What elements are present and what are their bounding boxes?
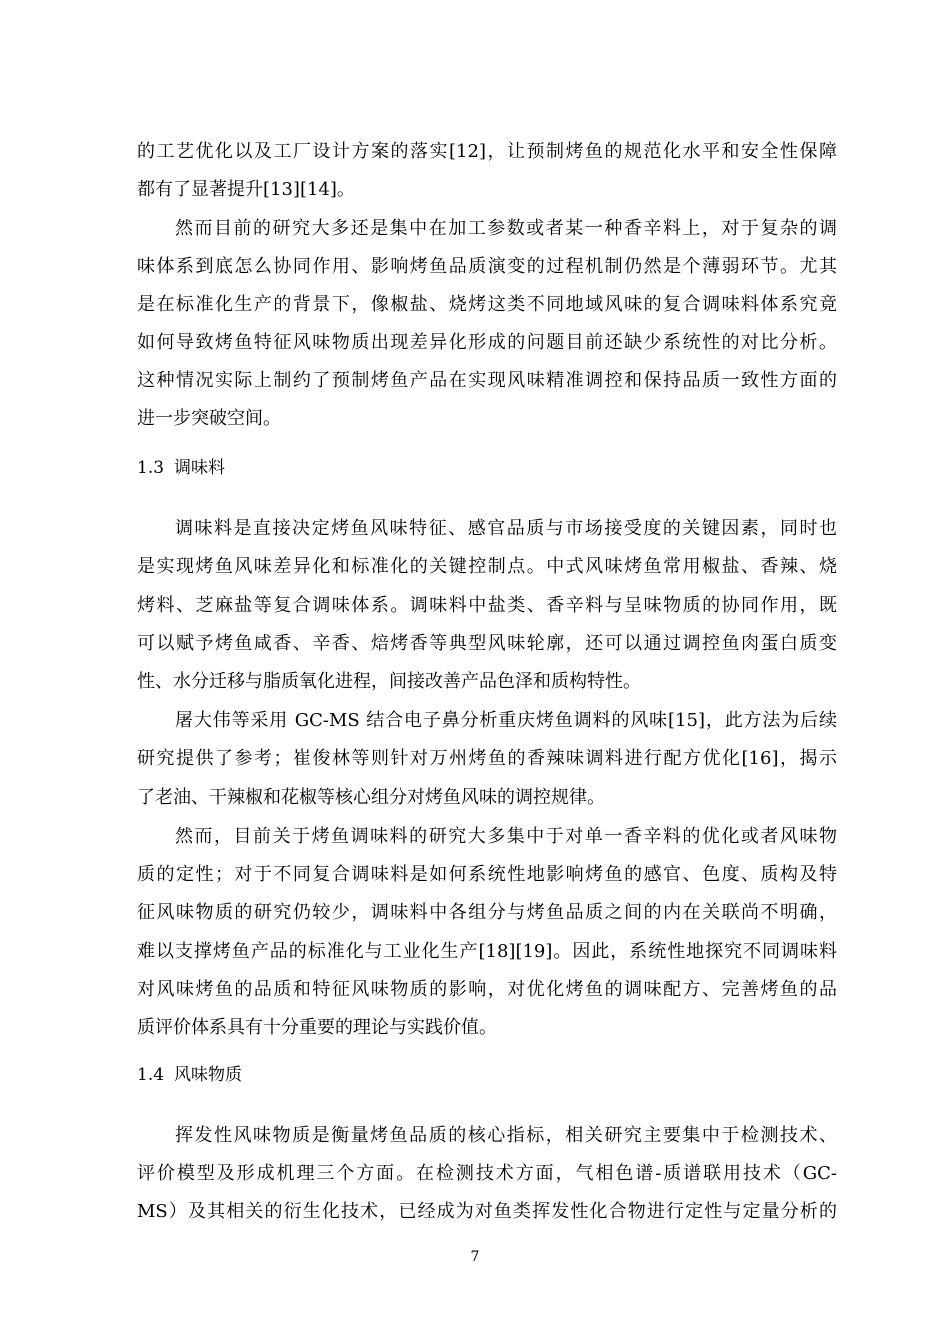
paragraph-line: 可以赋予烤鱼咸香、辛香、焙烤香等典型风味轮廓，还可以通过调控鱼肉蛋白质变 <box>137 633 837 654</box>
section-title: 调味料 <box>174 458 226 478</box>
paragraph-line: 是在标准化生产的背景下，像椒盐、烧烤这类不同地域风味的复合调味料体系究竟 <box>137 294 837 315</box>
page-number: 7 <box>470 1249 480 1265</box>
section-number: 1.3 <box>137 458 165 478</box>
section-title: 风味物质 <box>174 1065 243 1085</box>
paragraph-line: 了老油、干辣椒和花椒等核心组分对烤鱼风味的调控规律。 <box>137 787 605 808</box>
paragraph-line: 质评价体系具有十分重要的理论与实践价值。 <box>137 1017 497 1038</box>
section-heading <box>137 1064 242 1086</box>
paragraph-line: 烤料、芝麻盐等复合调味体系。调味料中盐类、香辛料与呈味物质的协同作用，既 <box>137 595 837 616</box>
paragraph-line: 评价模型及形成机理三个方面。在检测技术方面，气相色谱-质谱联用技术（GC- <box>137 1163 837 1184</box>
paragraph-line: 对风味烤鱼的品质和特征风味物质的影响，对优化烤鱼的调味配方、完善烤鱼的品 <box>137 979 837 1000</box>
paragraph-line: 如何导致烤鱼特征风味物质出现差异化形成的问题目前还缺少系统性的对比分析。 <box>137 332 837 353</box>
paragraph-line: 质的定性；对于不同复合调味料是如何系统性地影响烤鱼的感官、色度、质构及特 <box>137 864 837 885</box>
paragraph-line: 然而，目前关于烤鱼调味料的研究大多集中于对单一香辛料的优化或者风味物 <box>175 826 837 847</box>
paragraph-line: 难以支撑烤鱼产品的标准化与工业化生产[18][19]。因此，系统性地探究不同调味料 <box>137 941 837 962</box>
paragraph-line: 研究提供了参考；崔俊林等则针对万州烤鱼的香辣味调料进行配方优化[16]，揭示 <box>137 748 837 769</box>
paragraph-line: 这种情况实际上制约了预制烤鱼产品在实现风味精准调控和保持品质一致性方面的 <box>137 370 837 391</box>
paragraph-line: 味体系到底怎么协同作用、影响烤鱼品质演变的过程机制仍然是个薄弱环节。尤其 <box>137 256 837 277</box>
paragraph-line: 都有了显著提升[13][14]。 <box>137 179 355 200</box>
paragraph-line: 进一步突破空间。 <box>137 408 281 429</box>
paragraph-line: 的工艺优化以及工厂设计方案的落实[12]，让预制烤鱼的规范化水平和安全性保障 <box>137 141 837 162</box>
paragraph-line: 是实现烤鱼风味差异化和标准化的关键控制点。中式风味烤鱼常用椒盐、香辣、烧 <box>137 556 837 577</box>
section-number: 1.4 <box>137 1065 165 1085</box>
paragraph-line: 挥发性风味物质是衡量烤鱼品质的核心指标，相关研究主要集中于检测技术、 <box>175 1125 837 1146</box>
paragraph-line: 征风味物质的研究仍较少，调味料中各组分与烤鱼品质之间的内在关联尚不明确， <box>137 902 837 923</box>
section-heading <box>137 457 225 479</box>
paragraph-line: 性、水分迁移与脂质氧化进程，间接改善产品色泽和质构特性。 <box>137 671 641 692</box>
paragraph-line: 调味料是直接决定烤鱼风味特征、感官品质与市场接受度的关键因素，同时也 <box>175 518 837 539</box>
paragraph-line: 然而目前的研究大多还是集中在加工参数或者某一种香辛料上，对于复杂的调 <box>175 218 837 239</box>
paragraph-line: 屠大伟等采用 GC-MS 结合电子鼻分析重庆烤鱼调料的风味[15]，此方法为后续 <box>175 710 837 731</box>
paragraph-line: MS）及其相关的衍生化技术，已经成为对鱼类挥发性化合物进行定性与定量分析的 <box>137 1201 837 1222</box>
